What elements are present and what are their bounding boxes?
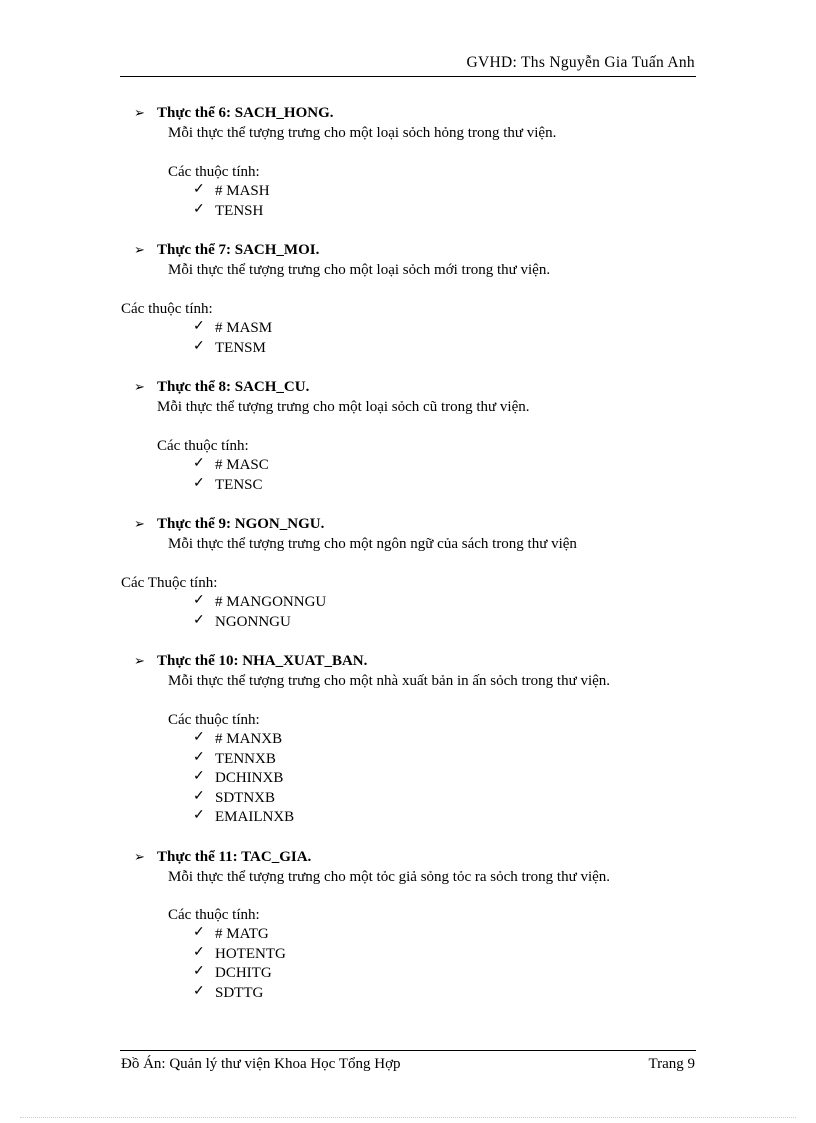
checkmark-icon: ✓ [193, 789, 205, 804]
checkmark-icon: ✓ [193, 202, 205, 217]
section-title: Thực thể 7: SACH_MOI. [157, 242, 320, 258]
header-rule [120, 76, 696, 77]
checkmark-icon: ✓ [193, 339, 205, 354]
section-title: Thực thể 9: NGON_NGU. [157, 516, 325, 532]
section-title: Thực thể 10: NHA_XUAT_BAN. [157, 653, 368, 669]
attributes-label: Các Thuộc tính: [121, 575, 218, 591]
attributes-label: Các thuộc tính: [168, 907, 260, 923]
arrow-bullet-icon: ➢ [134, 849, 145, 864]
checkmark-icon: ✓ [193, 769, 205, 784]
section-description: Mỗi thực thể tượng trưng cho một loại sỏch hỏng trong thư viện. [168, 125, 557, 141]
attribute-item: # MATG [215, 926, 269, 942]
section-description: Mỗi thực thể tượng trưng cho một loại sỏch mới trong thư viện. [168, 262, 551, 278]
checkmark-icon: ✓ [193, 964, 205, 979]
checkmark-icon: ✓ [193, 456, 205, 471]
attribute-item: EMAILNXB [215, 809, 295, 825]
page-header: GVHD: Ths Nguyễn Gia Tuấn Anh [466, 54, 695, 71]
page-number: Trang 9 [648, 1056, 695, 1072]
section-title: Thực thể 6: SACH_HONG. [157, 105, 334, 121]
checkmark-icon: ✓ [193, 750, 205, 765]
checkmark-icon: ✓ [193, 945, 205, 960]
section-description: Mỗi thực thể tượng trưng cho một tỏc giả sỏng tỏc ra sỏch trong thư viện. [168, 869, 611, 885]
checkmark-icon: ✓ [193, 182, 205, 197]
checkmark-icon: ✓ [193, 476, 205, 491]
attribute-item: SDTTG [215, 985, 264, 1001]
attributes-label: Các thuộc tính: [168, 712, 260, 728]
section-description: Mỗi thực thể tượng trưng cho một nhà xuất bản in ấn sỏch trong thư viện. [168, 673, 611, 689]
arrow-bullet-icon: ➢ [134, 105, 145, 120]
attributes-label: Các thuộc tính: [121, 301, 213, 317]
checkmark-icon: ✓ [193, 984, 205, 999]
section-description: Mỗi thực thể tượng trưng cho một loại sỏch cũ trong thư viện. [157, 399, 530, 415]
attribute-item: # MASH [215, 183, 270, 199]
attribute-item: DCHITG [215, 965, 272, 981]
checkmark-icon: ✓ [193, 808, 205, 823]
checkmark-icon: ✓ [193, 593, 205, 608]
attribute-item: HOTENTG [215, 946, 286, 962]
page-bottom-divider [20, 1117, 796, 1118]
checkmark-icon: ✓ [193, 730, 205, 745]
checkmark-icon: ✓ [193, 925, 205, 940]
arrow-bullet-icon: ➢ [134, 653, 145, 668]
arrow-bullet-icon: ➢ [134, 516, 145, 531]
attribute-item: DCHINXB [215, 770, 284, 786]
attribute-item: # MASC [215, 457, 269, 473]
attribute-item: SDTNXB [215, 790, 276, 806]
attribute-item: # MANXB [215, 731, 283, 747]
arrow-bullet-icon: ➢ [134, 379, 145, 394]
checkmark-icon: ✓ [193, 613, 205, 628]
arrow-bullet-icon: ➢ [134, 242, 145, 257]
attributes-label: Các thuộc tính: [168, 164, 260, 180]
attribute-item: # MASM [215, 320, 273, 336]
attribute-item: TENSH [215, 203, 264, 219]
attribute-item: # MANGONNGU [215, 594, 327, 610]
attribute-item: TENNXB [215, 751, 276, 767]
checkmark-icon: ✓ [193, 319, 205, 334]
footer-rule [120, 1050, 696, 1051]
attribute-item: NGONNGU [215, 614, 291, 630]
section-description: Mỗi thực thể tượng trưng cho một ngôn ngữ của sách trong thư viện [168, 536, 577, 552]
section-title: Thực thể 8: SACH_CU. [157, 379, 310, 395]
attribute-item: TENSM [215, 340, 266, 356]
section-title: Thực thể 11: TAC_GIA. [157, 849, 312, 865]
footer-title: Đồ Án: Quản lý thư viện Khoa Học Tổng Hợp [121, 1056, 401, 1072]
attribute-item: TENSC [215, 477, 263, 493]
attributes-label: Các thuộc tính: [157, 438, 249, 454]
